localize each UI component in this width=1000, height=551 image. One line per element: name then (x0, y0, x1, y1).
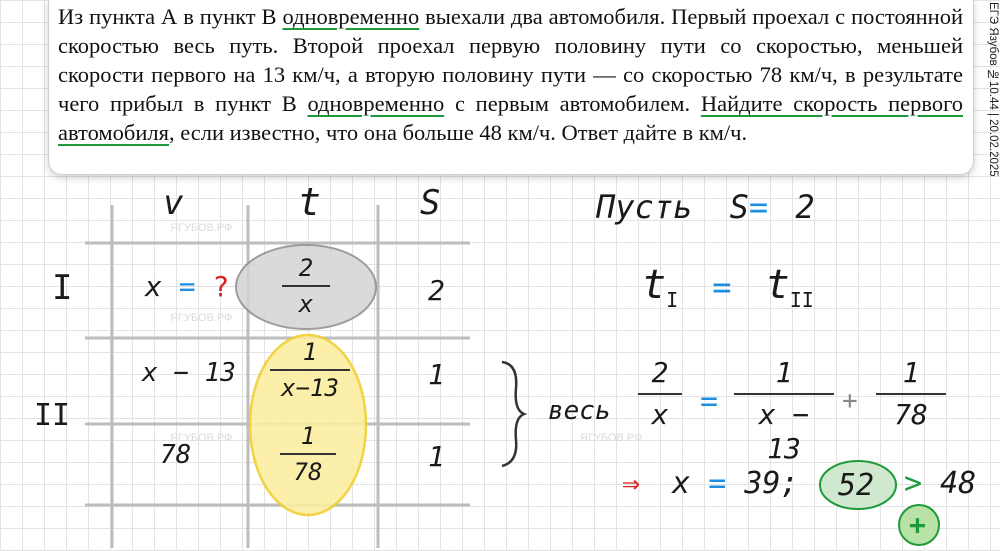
eq-frac2 (876, 356, 946, 432)
eq-lhs-den: x (651, 398, 669, 431)
let-eq: = (748, 188, 769, 226)
watermark: ЯГУБОВ.РФ (580, 432, 643, 444)
eq-frac1-den: x − 13 (758, 398, 810, 465)
answer-sep: ; (780, 466, 799, 501)
eq-lhs (638, 356, 682, 432)
time-rhs: t (765, 262, 790, 308)
highlighted-phrase: одновременно (282, 4, 420, 29)
row1-speed-eq: = (178, 270, 196, 303)
row2-speed: x − 13 (142, 358, 236, 388)
time-lhs: t (642, 262, 667, 308)
highlighted-phrase: Найдите скорость первого автомобиля (58, 91, 963, 145)
row2-time-num: 1 (302, 338, 318, 366)
time-eq: = (712, 268, 732, 306)
source-label: ЕГЭ Язубов №10.44 | 20.02.2025 (987, 2, 999, 177)
problem-fragment: , если известно, что она больше 48 км/ч. Ответ дайте в км/ч. (168, 120, 748, 145)
problem-fragment: с первым автомобилем. (444, 91, 701, 116)
answer-root1: 39 (744, 466, 781, 501)
brace (502, 362, 524, 466)
let-text: Пусть (596, 188, 693, 226)
row1-speed (145, 270, 229, 303)
check-plus-icon: + (909, 508, 926, 541)
header-s: S (420, 183, 441, 223)
time-lhs-sub: I (666, 288, 679, 312)
answer-gt: > (904, 466, 923, 501)
row3-time-num: 1 (300, 422, 316, 450)
answer-bound: 48 (940, 466, 977, 501)
eq-plus: + (842, 386, 858, 416)
let-val: 2 (795, 188, 815, 226)
eq-frac1 (734, 356, 834, 466)
watermark: ЯГУБОВ.РФ (170, 312, 233, 324)
row1-time-den: x (298, 290, 314, 318)
implies-arrow: ⇒ (622, 466, 641, 501)
problem-fragment: выехали два автомобиля. Первый проехал с постоянной скоростью весь путь. Второй проехал первую половину пути со скоростью, меньшей скорости первого на 13 км/ч, а вторую половину пути — со скоростью 78 км/ч, в результате чего прибыл в пункт В (58, 4, 963, 116)
header-v: v (163, 183, 184, 223)
row1-speed-question: ? (212, 270, 230, 303)
eq-frac2-num: 1 (902, 356, 920, 389)
row3-distance: 1 (428, 440, 445, 473)
watermark: ЯГУБОВ.РФ (170, 432, 233, 444)
row1-time-num: 2 (298, 254, 314, 282)
let-var: S (729, 188, 749, 226)
eq-frac2-den: 78 (894, 398, 928, 431)
header-t: t (298, 180, 321, 224)
answer-var: x (672, 466, 691, 501)
row2-time (270, 338, 350, 402)
brace-label: весь (548, 396, 611, 426)
watermark: ЯГУБОВ.РФ (170, 222, 233, 234)
row3-time-den: 78 (293, 458, 323, 486)
row2-distance: 1 (428, 358, 445, 391)
row1-distance: 2 (428, 274, 445, 307)
row3-speed: 78 (160, 440, 192, 470)
time-rhs-sub: II (789, 288, 814, 312)
let-statement (596, 188, 815, 226)
time-equality (642, 262, 814, 312)
eq-lhs-num: 2 (651, 356, 669, 389)
problem-fragment: Из пункта А в пункт В (58, 4, 283, 29)
answer-eq: = (708, 466, 727, 501)
eq-frac1-num: 1 (775, 356, 793, 389)
row1-time (282, 254, 330, 318)
row-label-second: II (34, 398, 71, 433)
eq-equals: = (700, 384, 719, 419)
highlighted-phrase: одновременно (307, 91, 445, 116)
row-label-first: I (52, 268, 73, 308)
row3-time (280, 422, 336, 486)
answer-root2: 52 (838, 468, 875, 503)
row1-speed-var: x (145, 270, 162, 303)
row2-time-den: x−13 (281, 374, 339, 402)
answer-line (622, 466, 799, 501)
answer-comparison (904, 466, 976, 501)
